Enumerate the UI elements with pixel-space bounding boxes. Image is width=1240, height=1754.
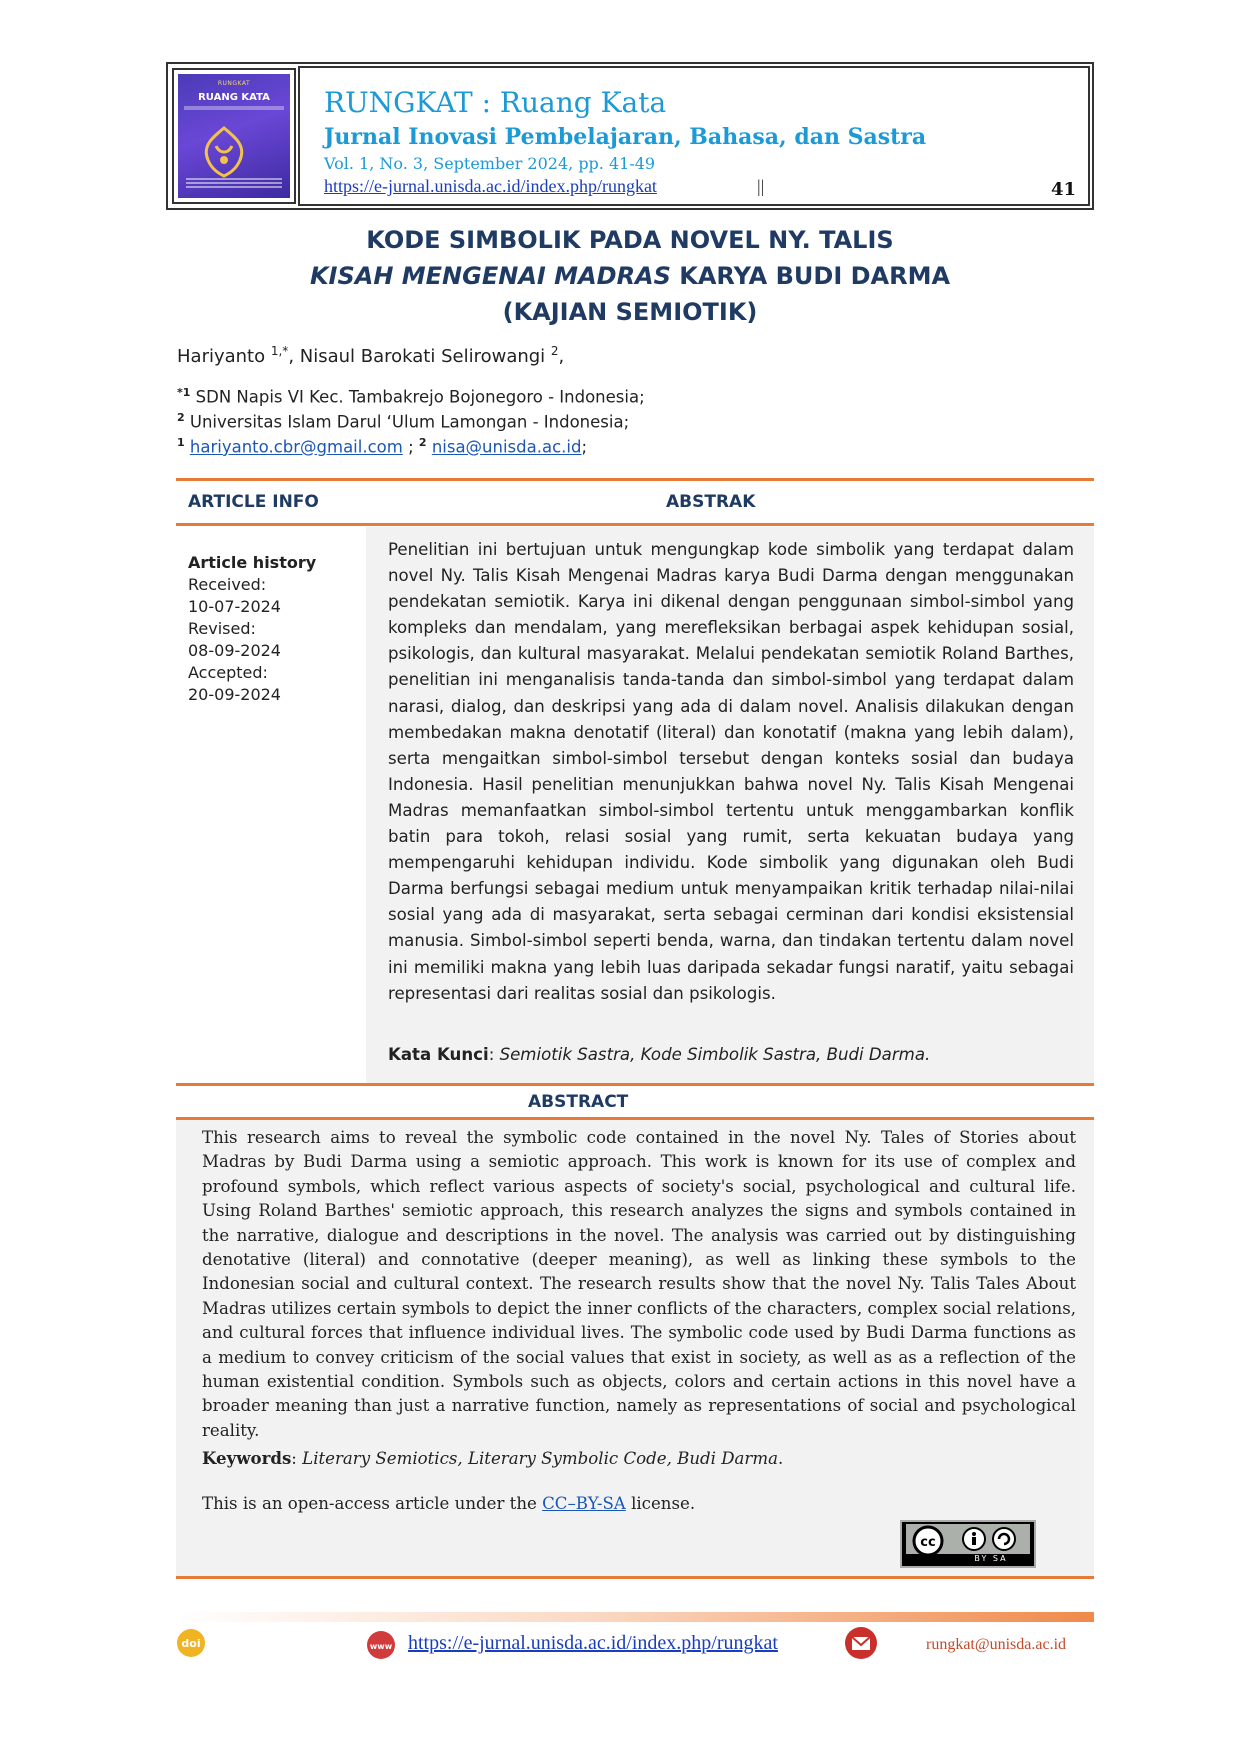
author-emails (177, 436, 587, 457)
title-line-2-rest: KARYA BUDI DARMA (670, 262, 951, 290)
doi-icon[interactable] (176, 1628, 206, 1658)
email-separator: ; (402, 437, 419, 457)
author-end: , (558, 346, 565, 367)
footer-email: rungkat@unisda.ac.id (926, 1636, 1067, 1653)
title-line-2-italic: KISAH MENGENAI MADRAS (309, 262, 671, 290)
affiliation-2-sup: 2 (177, 411, 185, 424)
accepted-label: Accepted: (188, 663, 268, 682)
cover-footer-lines (186, 178, 282, 190)
keywords-label: Keywords (202, 1448, 292, 1468)
author-2-sup: 2 (550, 344, 559, 358)
email-2-sup: 2 (418, 436, 427, 449)
cc-symbols-icon (906, 1524, 1034, 1554)
affiliation-1-sup: *1 (177, 386, 191, 399)
email-2-link[interactable]: nisa@unisda.ac.id (431, 437, 582, 457)
abstrak-panel (366, 527, 1094, 1083)
abstract-heading: ABSTRACT (528, 1092, 629, 1112)
svg-text:cc: cc (920, 1535, 936, 1550)
article-title (166, 222, 1094, 330)
keywords-values: Literary Semiotics, Literary Symbolic Code, Budi Darma (302, 1449, 778, 1468)
email-1-link[interactable]: hariyanto.cbr@gmail.com (189, 437, 403, 457)
svg-text:doi: doi (181, 1637, 201, 1650)
kata-kunci-label: Kata Kunci (388, 1045, 489, 1064)
author-1-sup: 1,* (270, 344, 289, 358)
license-pre: This is an open-access article under the (202, 1494, 543, 1513)
license-post: license. (625, 1494, 696, 1513)
affiliation-1-text: SDN Napis VI Kec. Tambakrejo Bojonegoro - Indonesia; (190, 387, 645, 407)
affiliation-1 (177, 386, 645, 407)
journal-header (166, 62, 1094, 210)
journal-url-link[interactable]: https://e-jurnal.unisda.ac.id/index.php/rungkat (324, 176, 657, 196)
journal-volume: Vol. 1, No. 3, September 2024, pp. 41-49 (324, 154, 656, 173)
abstract-text: This research aims to reveal the symbolic code contained in the novel Ny. Tales of Stories about Madras by Budi Darma using a semiotic approach. This work is known for its use of complex and profound symbols, which reflect various aspects of society's social, psychological and cultural life. Using Roland Barthes' semiotic approach, this research analyzes the signs and symbols contained in the narrative, dialogue and descriptions in the novel. The analysis was carried out by distinguishing denotative (literal) and connotative (deeper meaning), as well as linking these symbols to the Indonesian social and cultural context. The research results show that the novel Ny. Talis Tales About Madras utilizes certain symbols to depict the inner conflicts of the characters, complex social relations, and cultural forces that influence individual lives. The symbolic code used by Budi Darma functions as a medium to convey criticism of the social values that exist in society, as well as as a reflection of the human existential condition. Symbols such as objects, colors and certain actions in this novel have a broader meaning than just a narrative function, namely as representations of social and psychological reality. (202, 1128, 1076, 1440)
cover-subtitle-bar (184, 106, 284, 110)
cover-top-text: RUNGKAT (217, 80, 251, 87)
revised-label: Revised: (188, 619, 256, 638)
kata-kunci: Kata Kunci: Semiotik Sastra, Kode Simbolik Sastra, Budi Darma. (388, 1045, 931, 1064)
received-label: Received: (188, 575, 267, 594)
section-rule-abstract-top (176, 1083, 1094, 1086)
cover-name-text: RUANG KATA (198, 92, 270, 103)
footer-url-link[interactable]: https://e-jurnal.unisda.ac.id/index.php/rungkat (408, 1632, 778, 1654)
kata-kunci-values: Semiotik Sastra, Kode Simbolik Sastra, Budi Darma. (499, 1045, 931, 1064)
www-globe-icon (366, 1630, 396, 1660)
history-title: Article history (188, 553, 317, 572)
license-statement (202, 1494, 695, 1513)
header-separator: || (757, 176, 765, 196)
license-link[interactable]: CC–BY-SA (542, 1494, 626, 1513)
email-end: ; (581, 437, 588, 457)
affiliation-2 (177, 411, 629, 432)
title-line-1: KODE SIMBOLIK PADA NOVEL NY. TALIS (366, 226, 894, 254)
svg-text:www: www (369, 1642, 393, 1651)
mail-icon (844, 1626, 878, 1660)
revised-date: 08-09-2024 (188, 641, 281, 660)
journal-cover-image (172, 68, 296, 204)
keywords: Keywords: Literary Semiotics, Literary Symbolic Code, Budi Darma. (202, 1448, 784, 1468)
article-info-heading: ARTICLE INFO (188, 492, 319, 512)
author-list (177, 344, 564, 367)
title-line-3: (KAJIAN SEMIOTIK) (502, 298, 758, 326)
accepted-date: 20-09-2024 (188, 685, 281, 704)
cc-badge-label: BY SA (974, 1554, 1008, 1563)
page-number: 41 (1050, 179, 1076, 200)
cc-by-sa-badge[interactable] (900, 1520, 1036, 1568)
keywords-end: . (777, 1449, 784, 1468)
article-history (176, 527, 366, 1083)
abstract-panel (176, 1120, 1094, 1576)
section-rule-top (176, 478, 1094, 481)
affiliation-2-text: Universitas Islam Darul ‘Ulum Lamongan - Indonesia; (184, 412, 630, 432)
journal-subtitle: Jurnal Inovasi Pembelajaran, Bahasa, dan Sastra (324, 124, 927, 150)
author-separator: , Nisaul Barokati Selirowangi (288, 346, 551, 367)
section-rule-bottom (176, 1576, 1094, 1579)
author-1: Hariyanto (177, 346, 271, 367)
abstrak-text: Penelitian ini bertujuan untuk mengungkap kode simbolik yang terdapat dalam novel Ny. Talis Kisah Mengenai Madras karya Budi Darma dengan menggunakan pendekatan semiotik. Karya ini dikenal dengan penggunaan simbol-simbol yang kompleks dan mendalam, yang merefleksikan berbagai aspek kehidupan sosial, psikologis, dan kultural masyarakat. Melalui pendekatan semiotik Roland Barthes, penelitian ini menganalisis tanda-tanda dan simbol-simbol yang terdapat dalam narasi, dialog, dan deskripsi yang ada di dalam novel. Analisis dilakukan dengan membedakan makna denotatif (literal) dan konotatif (makna yang lebih dalam), serta mengaitkan simbol-simbol tersebut dengan konteks sosial dan budaya Indonesia. Hasil penelitian menunjukkan bahwa novel Ny. Talis Kisah Mengenai Madras memanfaatkan simbol-simbol tertentu untuk menggambarkan konflik batin para tokoh, relasi sosial yang rumit, serta kekuatan budaya yang mempengaruhi kehidupan individu. Kode simbolik yang digunakan oleh Budi Darma berfungsi sebagai medium untuk menyampaikan kritik terhadap nilai-nilai sosial yang ada di masyarakat, serta sebagai cerminan dari kondisi eksistensial manusia. Simbol-simbol seperti benda, warna, dan tindakan tertentu dalam novel ini memiliki makna yang lebih luas daripada sekadar fungsi naratif, yaitu sebagai representasi dari realitas sosial dan psikologis. (388, 540, 1074, 1003)
received-date: 10-07-2024 (188, 597, 281, 616)
cover-emblem-icon (196, 124, 252, 180)
cover-art (178, 74, 290, 198)
journal-info-box (298, 66, 1090, 206)
journal-name: RUNGKAT : Ruang Kata (324, 86, 667, 119)
email-1-sup: 1 (177, 436, 185, 449)
footer-gradient-bar (176, 1612, 1094, 1622)
abstrak-heading: ABSTRAK (666, 492, 756, 512)
section-rule-mid (176, 523, 1094, 526)
cc-badge-top (906, 1524, 1030, 1554)
